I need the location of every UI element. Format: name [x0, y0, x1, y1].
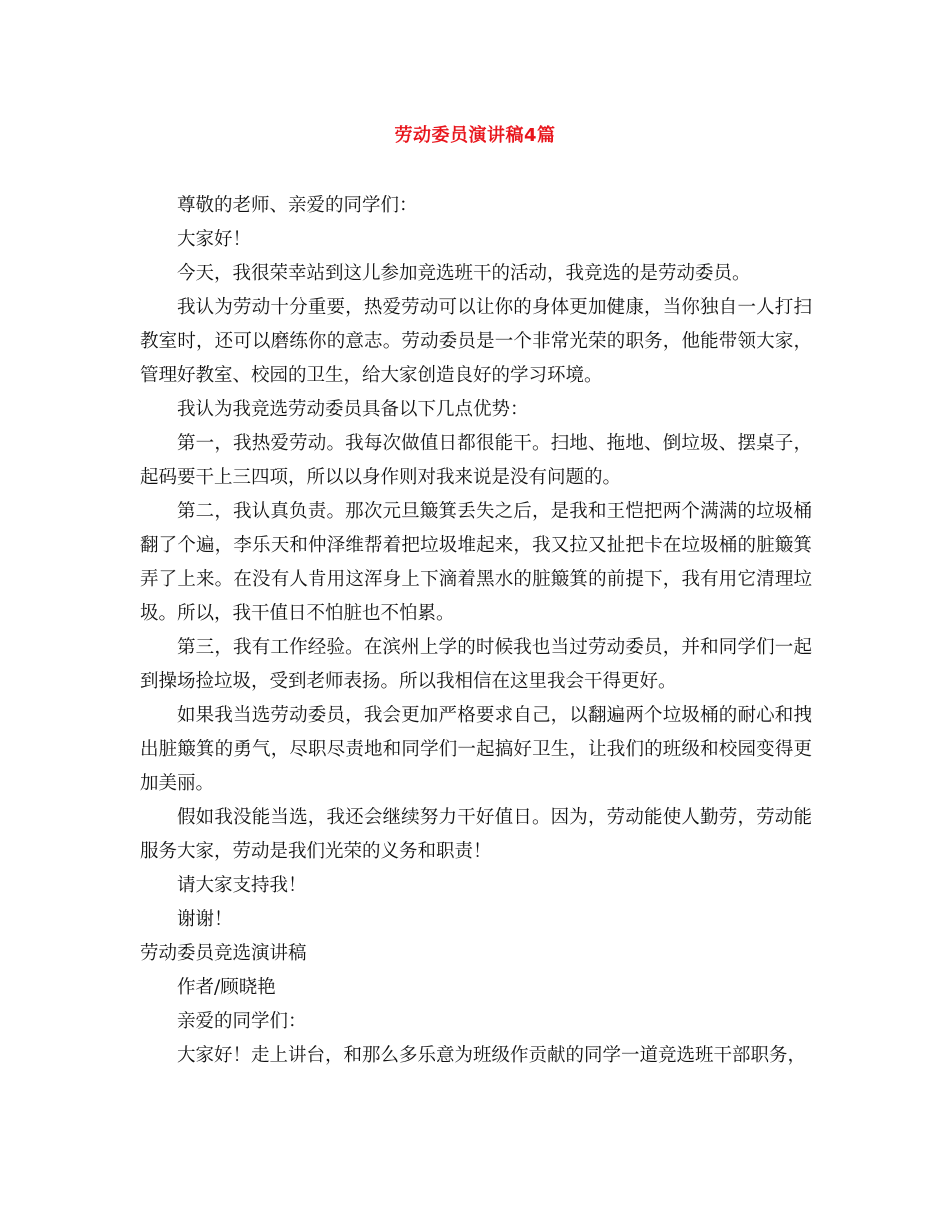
paragraph: 如果我当选劳动委员，我会更加严格要求自己，以翻遍两个垃圾桶的耐心和拽出脏簸箕的勇气，尽职尽责地和同学们一起搞好卫生，让我们的班级和校园变得更加美丽。: [140, 705, 812, 794]
paragraph: 第一，我热爱劳动。我每次做值日都很能干。扫地、拖地、倒垃圾、摆桌子，起码要干上三四项，所以以身作则对我来说是没有问题的。: [140, 433, 812, 488]
paragraph: 亲爱的同学们：: [177, 1011, 307, 1032]
paragraph: 第二，我认真负责。那次元旦簸箕丢失之后，是我和王恺把两个满满的垃圾桶翻了个遍，李乐天和仲泽维帮着把垃圾堆起来，我又拉又扯把卡在垃圾桶的脏簸箕弄了上来。在没有人肯用这浑身上下滴着黑水的脏簸箕的前提下，我有用它清理垃圾。所以，我干值日不怕脏也不怕累。: [140, 501, 812, 624]
paragraph: 谢谢！: [177, 909, 233, 930]
author-line: 作者/顾晓艳: [177, 977, 276, 998]
paragraph: 大家好！: [177, 229, 252, 250]
document-body: [140, 189, 812, 1073]
paragraph: 我认为劳动十分重要，热爱劳动可以让你的身体更加健康，当你独自一人打扫教室时，还可以磨练你的意志。劳动委员是一个非常光荣的职务，他能带领大家，管理好教室、校园的卫生，给大家创造良好的学习环境。: [140, 297, 812, 386]
paragraph: 请大家支持我！: [177, 875, 307, 896]
paragraph: 假如我没能当选，我还会继续努力干好值日。因为，劳动能使人勤劳，劳动能服务大家，劳动是我们光荣的义务和职责！: [140, 807, 812, 862]
paragraph: 第三，我有工作经验。在滨州上学的时候我也当过劳动委员，并和同学们一起到操场捡垃圾，受到老师表扬。所以我相信在这里我会干得更好。: [140, 637, 812, 692]
section-heading: 劳动委员竞选演讲稿: [140, 943, 307, 964]
paragraph: 今天，我很荣幸站到这儿参加竞选班干的活动，我竞选的是劳动委员。: [177, 263, 751, 284]
paragraph: 我认为我竞选劳动委员具备以下几点优势：: [177, 399, 529, 420]
paragraph: 尊敬的老师、亲爱的同学们：: [177, 195, 418, 216]
document-title: 劳动委员演讲稿4篇: [394, 125, 556, 146]
paragraph: 大家好！走上讲台，和那么多乐意为班级作贡献的同学一道竞选班干部职务，: [177, 1045, 807, 1066]
